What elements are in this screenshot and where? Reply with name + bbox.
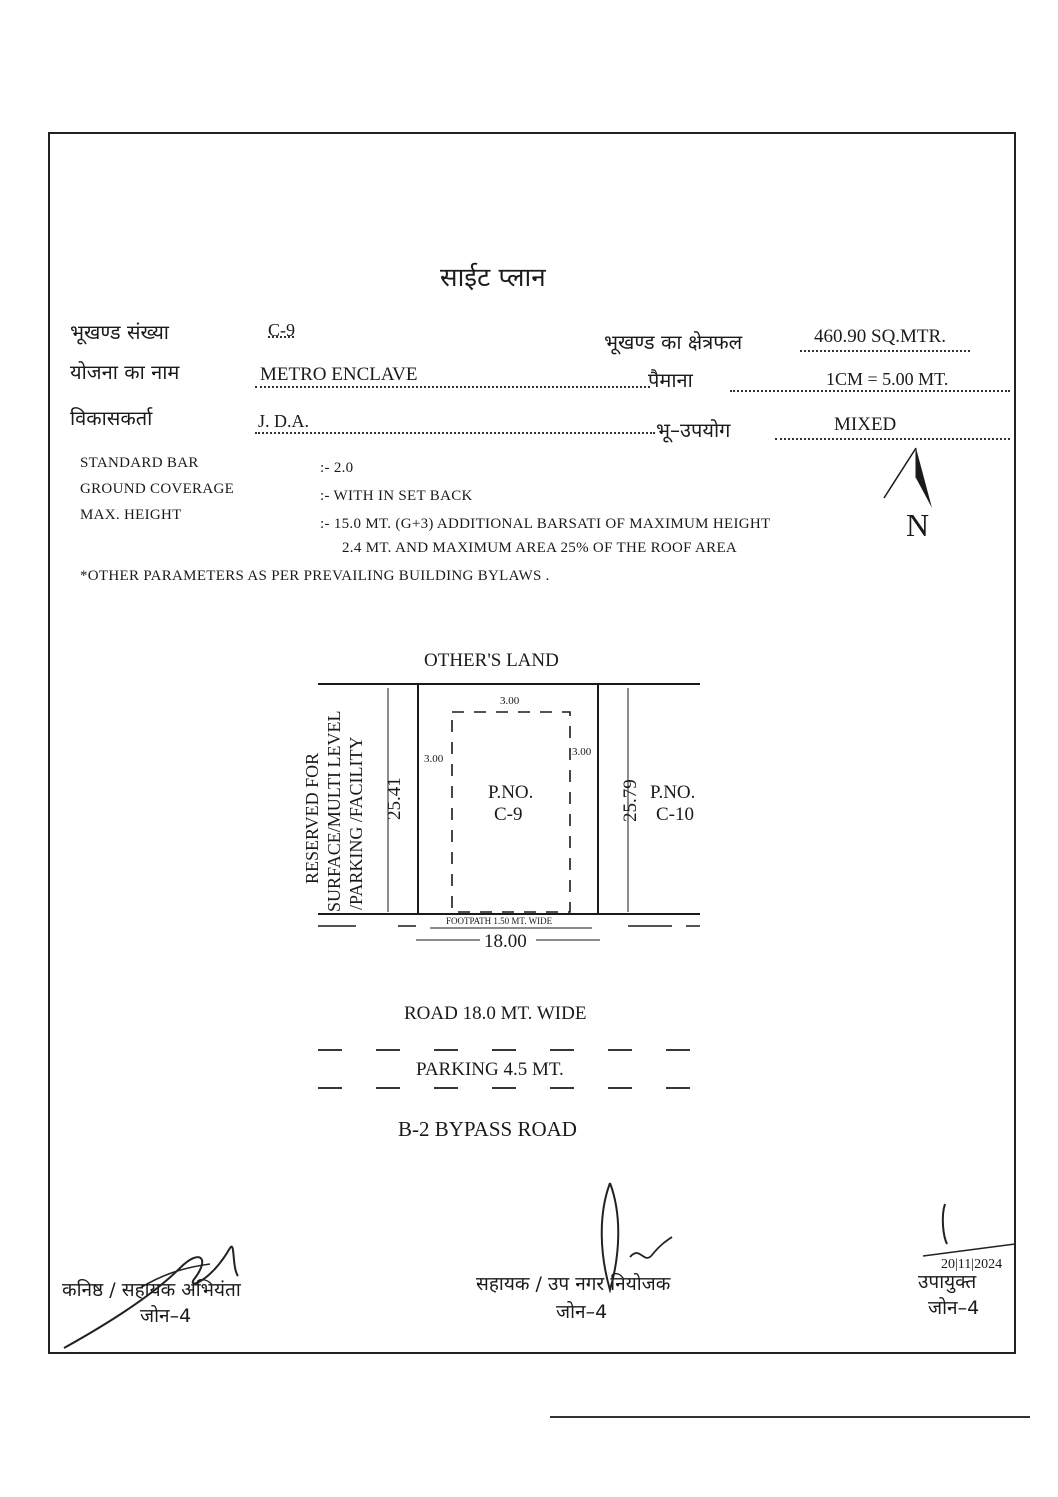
north-arrow-icon <box>876 440 946 550</box>
param-label: GROUND COVERAGE <box>80 481 235 497</box>
param-value: :- WITH IN SET BACK <box>320 488 473 504</box>
signature-zone: जोन–4 <box>928 1297 980 1319</box>
reserved-label: /PARKING /FACILITY <box>346 736 366 910</box>
parking-label: PARKING 4.5 MT. <box>416 1059 564 1080</box>
developer-value: J. D.A. <box>258 411 310 431</box>
north-label: N <box>906 507 930 543</box>
developer-label: विकासकर्ता <box>70 406 153 430</box>
site-plan-drawing <box>0 640 1058 1160</box>
signature-zone: जोन–4 <box>140 1305 192 1327</box>
param-value-continued: 2.4 MT. AND MAXIMUM AREA 25% OF THE ROOF AREA <box>342 540 738 556</box>
setback-right-label: 3.00 <box>572 746 592 758</box>
handwritten-signature-right <box>905 1196 1035 1276</box>
param-label: STANDARD BAR <box>80 455 199 471</box>
signature-date: 20|11|2024 <box>941 1257 1003 1272</box>
plot-no-value: C-9 <box>268 320 295 340</box>
scan-edge-line <box>550 1416 1030 1418</box>
others-land-label: OTHER'S LAND <box>424 650 559 671</box>
plot-label: C-9 <box>494 804 523 825</box>
param-value: :- 15.0 MT. (G+3) ADDITIONAL BARSATI OF MAXIMUM HEIGHT <box>320 516 771 532</box>
plot-no-label: भूखण्ड संख्या <box>70 320 169 344</box>
signature-title: सहायक / उप नगर नियोजक <box>476 1273 671 1295</box>
param-label: MAX. HEIGHT <box>80 507 182 523</box>
left-dimension: 25.41 <box>384 777 405 820</box>
handwritten-signature-middle <box>580 1175 690 1305</box>
scheme-dotline <box>255 386 650 388</box>
adjacent-plot-label: P.NO. <box>650 782 696 803</box>
developer-dotline <box>255 432 655 434</box>
area-dotline <box>800 350 970 352</box>
reserved-label: RESERVED FOR <box>302 752 322 884</box>
area-value: 460.90 SQ.MTR. <box>814 326 946 347</box>
signature-zone: जोन–4 <box>556 1301 608 1323</box>
front-dimension: 18.00 <box>484 931 527 952</box>
road-label: ROAD 18.0 MT. WIDE <box>404 1003 587 1024</box>
bylaws-note: *OTHER PARAMETERS AS PER PREVAILING BUILDING BYLAWS . <box>80 568 550 584</box>
right-dimension: 25.79 <box>620 779 641 822</box>
scale-label: पैमाना <box>648 368 693 392</box>
bypass-road-label: B-2 BYPASS ROAD <box>398 1117 577 1141</box>
adjacent-plot-label: C-10 <box>656 804 694 825</box>
param-value: :- 2.0 <box>320 460 354 476</box>
landuse-value: MIXED <box>834 414 897 435</box>
page-title: साईट प्लान <box>440 263 546 293</box>
scale-dotline <box>730 390 1010 392</box>
scheme-value: METRO ENCLAVE <box>260 364 418 385</box>
reserved-label: SURFACE/MULTI LEVEL <box>324 710 344 912</box>
setback-left-label: 3.00 <box>424 753 444 765</box>
setback-top-label: 3.00 <box>500 695 520 707</box>
plot-label: P.NO. <box>488 782 534 803</box>
handwritten-signature-left <box>60 1228 280 1358</box>
signature-title: कनिष्ठ / सहायक अभियंता <box>62 1279 241 1301</box>
landuse-label: भू–उपयोग <box>656 418 731 442</box>
signature-title: उपायुक्त <box>918 1271 977 1293</box>
scheme-label: योजना का नाम <box>70 360 180 384</box>
area-label: भूखण्ड का क्षेत्रफल <box>604 330 743 354</box>
scale-value: 1CM = 5.00 MT. <box>826 369 949 389</box>
footpath-label: FOOTPATH 1.50 MT. WIDE <box>446 916 553 926</box>
